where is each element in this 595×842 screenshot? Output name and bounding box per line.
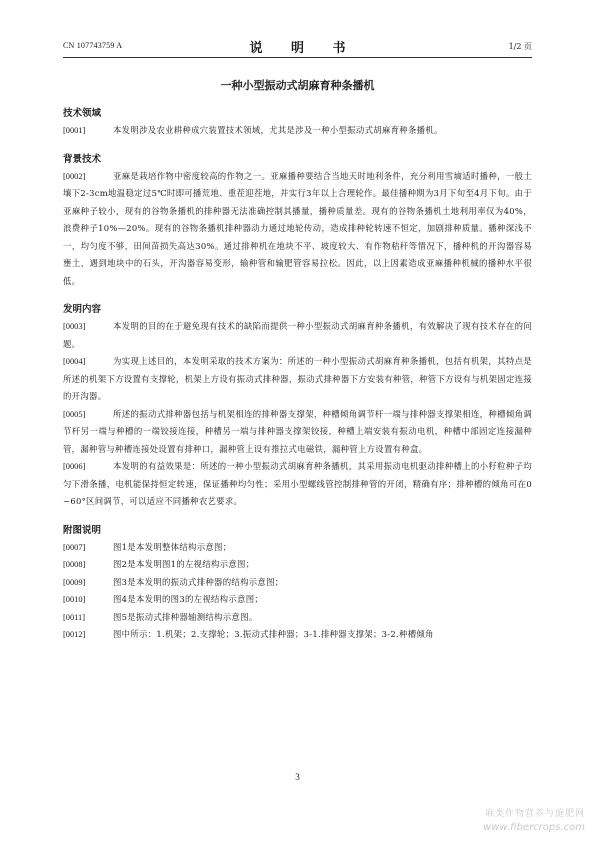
paragraph-text: 所述的振动式排种器包括与机架相连的排种器支撑架，种槽倾角调节杆一端与排种器支撑架相连，种槽倾角调节杆另一端与种槽的一端铰接连接，种槽另一端与排种器支撑架铰接，种槽上端安装有振动电机，种槽中部固定连接漏种管，漏种管与种槽连接处设置有排种口，漏种管上设有推拉式电磁铁，漏种管上方设置有种盒。 [63, 408, 532, 454]
paragraph [63, 318, 532, 353]
header-divider [63, 57, 532, 58]
paragraph-text: 图2是本发明图1的左视结构示意图； [113, 559, 255, 569]
paragraph-text: 本发明的有益效果是：所述的一种小型振动式胡麻育种条播机，其采用振动电机驱动排种槽上的小籽粒种子均匀下滑条播，电机能保持恒定转速，保证播种均匀性；采用小型螺线管控制排种管的开闭，精确有序；排种槽的倾角可在0~60°区间调节，可以适应不同播种农艺要求。 [63, 461, 532, 506]
watermark-url: www.fibercrops.com [483, 822, 585, 833]
paragraph-number: [0004] [63, 357, 86, 366]
paragraph-number: [0006] [63, 462, 86, 471]
paragraph-number: [0011] [63, 612, 86, 622]
paragraph [63, 556, 532, 574]
paragraph-number: [0007] [63, 542, 86, 552]
paragraph [63, 353, 532, 406]
paragraph [63, 458, 532, 511]
section-heading-figures: 附图说明 [63, 524, 102, 536]
paragraph-text: 亚麻是栽培作物中密度较高的作物之一。亚麻播种要结合当地天时地利条件，充分利用雪墒适时播种，一般土壤下2-3cm地温稳定过5℃时即可播荒地、重茬迎茬地，并实行3年以上合理轮作。最佳播种期为3月下旬至4月下旬。由于亚麻种子较小，现有的谷物条播机的排种器无法准确控制其播量，播种质量差。现有的谷物条播机土地利用率仅为40%，浪费种子10%—20%。现有的谷物条播机排种器动力通过地轮传动，造成排种轮转速不恒定，加剧排种质量。播种深浅不一，均匀度不够，田间苗损失高达30%。通过排种机在地块不平、坡度较大、有作物秸秆等情况下，播种机的开沟器容易壅土，遇到地块中的石头，开沟器容易变形，输种管和输肥管容易拉松。因此，以上因素造成亚麻播种机械的播种水平很低。 [63, 170, 532, 286]
paragraph-number: [0012] [63, 630, 86, 639]
section-heading-summary: 发明内容 [63, 304, 102, 315]
paragraph-number: [0002] [63, 171, 86, 181]
paragraph-text: 图3是本发明的振动式排种器的结构示意图； [113, 576, 284, 587]
paragraph-number: [0010] [63, 595, 86, 604]
page-header [63, 37, 532, 55]
section-heading-background: 背景技术 [63, 153, 102, 165]
paragraph-number: [0009] [63, 577, 86, 587]
paragraph [63, 406, 532, 459]
document-type: 说 明 书 [249, 41, 358, 56]
paragraph [63, 574, 532, 592]
page-count: 1/2 页 [508, 42, 532, 51]
watermark-site-name: 麻类作物营养与施肥网 [484, 809, 585, 819]
paragraph [63, 122, 532, 140]
paragraph-text: 图5是振动式排种器轴测结构示意图。 [113, 611, 258, 622]
paragraph [63, 626, 532, 644]
paragraph-text: 图4是本发明的图3的左视结构示意图； [113, 594, 264, 604]
paragraph-text: 本发明的目的在于避免现有技术的缺陷而提供一种小型振动式胡麻育种条播机，有效解决了现有技术存在的问题。 [63, 321, 532, 349]
section-heading-tech-field: 技术领域 [63, 108, 102, 119]
watermark [483, 808, 585, 834]
document-title: 一种小型振动式胡麻育种条播机 [220, 79, 375, 92]
paragraph-number: [0001] [63, 126, 86, 135]
paragraph-text: 图中所示：1.机架；2.支撑轮；3.振动式排种器；3-1.排种器支撑架；3-2.种槽倾角 [113, 629, 434, 639]
paragraph-number: [0003] [63, 322, 86, 331]
paragraph [63, 609, 532, 627]
paragraph-text: 为实现上述目的，本发明采取的技术方案为：所述的一种小型振动式胡麻育种条播机，包括有机架，其特点是所述的机架下方设置有支撑轮，机架上方设有振动式排种器，振动式排种器下方安装有种管，种管下方设有与机架固定连接的开沟器。 [63, 356, 532, 401]
paragraph-text: 图1是本发明整体结构示意图； [113, 541, 232, 552]
publication-number: CN 107743759 A [63, 41, 123, 50]
document-body [63, 108, 532, 644]
paragraph-number: [0008] [63, 560, 86, 569]
paragraph [63, 539, 532, 557]
paragraph [63, 591, 532, 609]
paragraph-number: [0005] [63, 409, 86, 419]
paragraph [63, 168, 532, 291]
paragraph-text: 本发明涉及农业耕种成穴装置技术领域，尤其是涉及一种小型振动式胡麻育种条播机。 [113, 125, 443, 135]
page-number: 3 [295, 772, 300, 782]
